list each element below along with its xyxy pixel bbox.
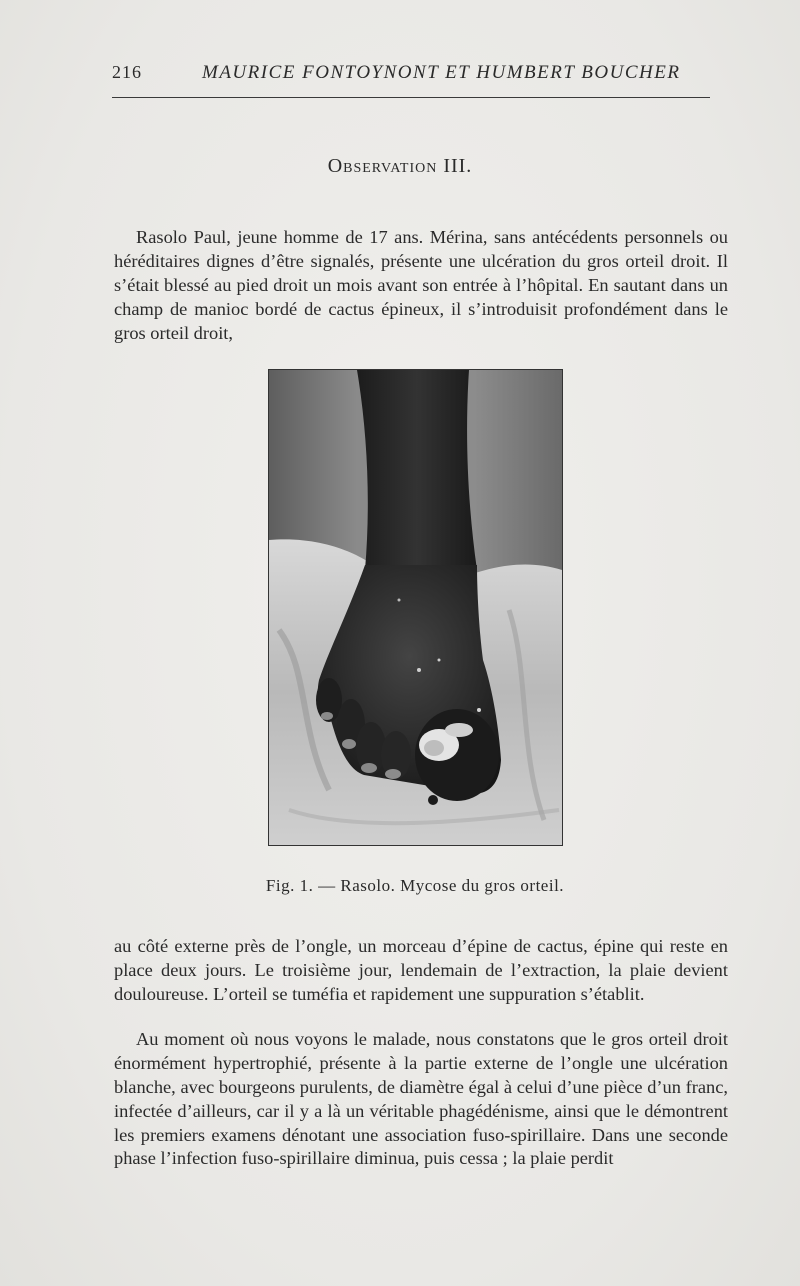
- paragraph-3: Au moment où nous voyons le malade, nous constatons que le gros orteil droit énormément hypertrophié, présente à la partie externe de l’ongle une ulcération blanche, avec bourgeons purulents, de diamètre égal à celui d’une pièce d’un franc, infectée d’ailleurs, car il y a là un véritable phagédénisme, ainsi que le démontrent les premiers examens dénotant une association fuso-spirillaire. Dans une seconde phase l’infection fuso-spirillaire diminua, puis cessa ; la plaie perdit: [114, 1029, 728, 1169]
- paragraph-1: Rasolo Paul, jeune homme de 17 ans. Mérina, sans antécédents personnels ou héréditaires dignes d’être signalés, présente une ulcération du gros orteil droit. Il s’était blessé au pied droit un mois avant son entrée à l’hôpital. En sautant dans un champ de manioc bordé de cactus épineux, il s’introduisit profondément dans le gros orteil droit,: [114, 227, 728, 343]
- foot-photograph: [269, 370, 562, 845]
- figure-caption: Fig. 1. — Rasolo. Mycose du gros orteil.: [265, 876, 565, 895]
- section-title: Observation III.: [327, 155, 473, 177]
- page-number: 216: [112, 62, 142, 82]
- paragraph-2: au côté externe près de l’ongle, un morceau d’épine de cactus, épine qui reste en place deux jours. Le troisième jour, lendemain de l’extraction, la plaie devient douloureuse. L’orteil se tuméfia et rapidement une suppuration s’établit.: [114, 936, 728, 1004]
- figure-photo: [268, 369, 563, 846]
- header-rule: [112, 97, 710, 98]
- running-head: [112, 62, 710, 88]
- running-title: MAURICE FONTOYNONT ET HUMBERT BOUCHER: [202, 62, 681, 83]
